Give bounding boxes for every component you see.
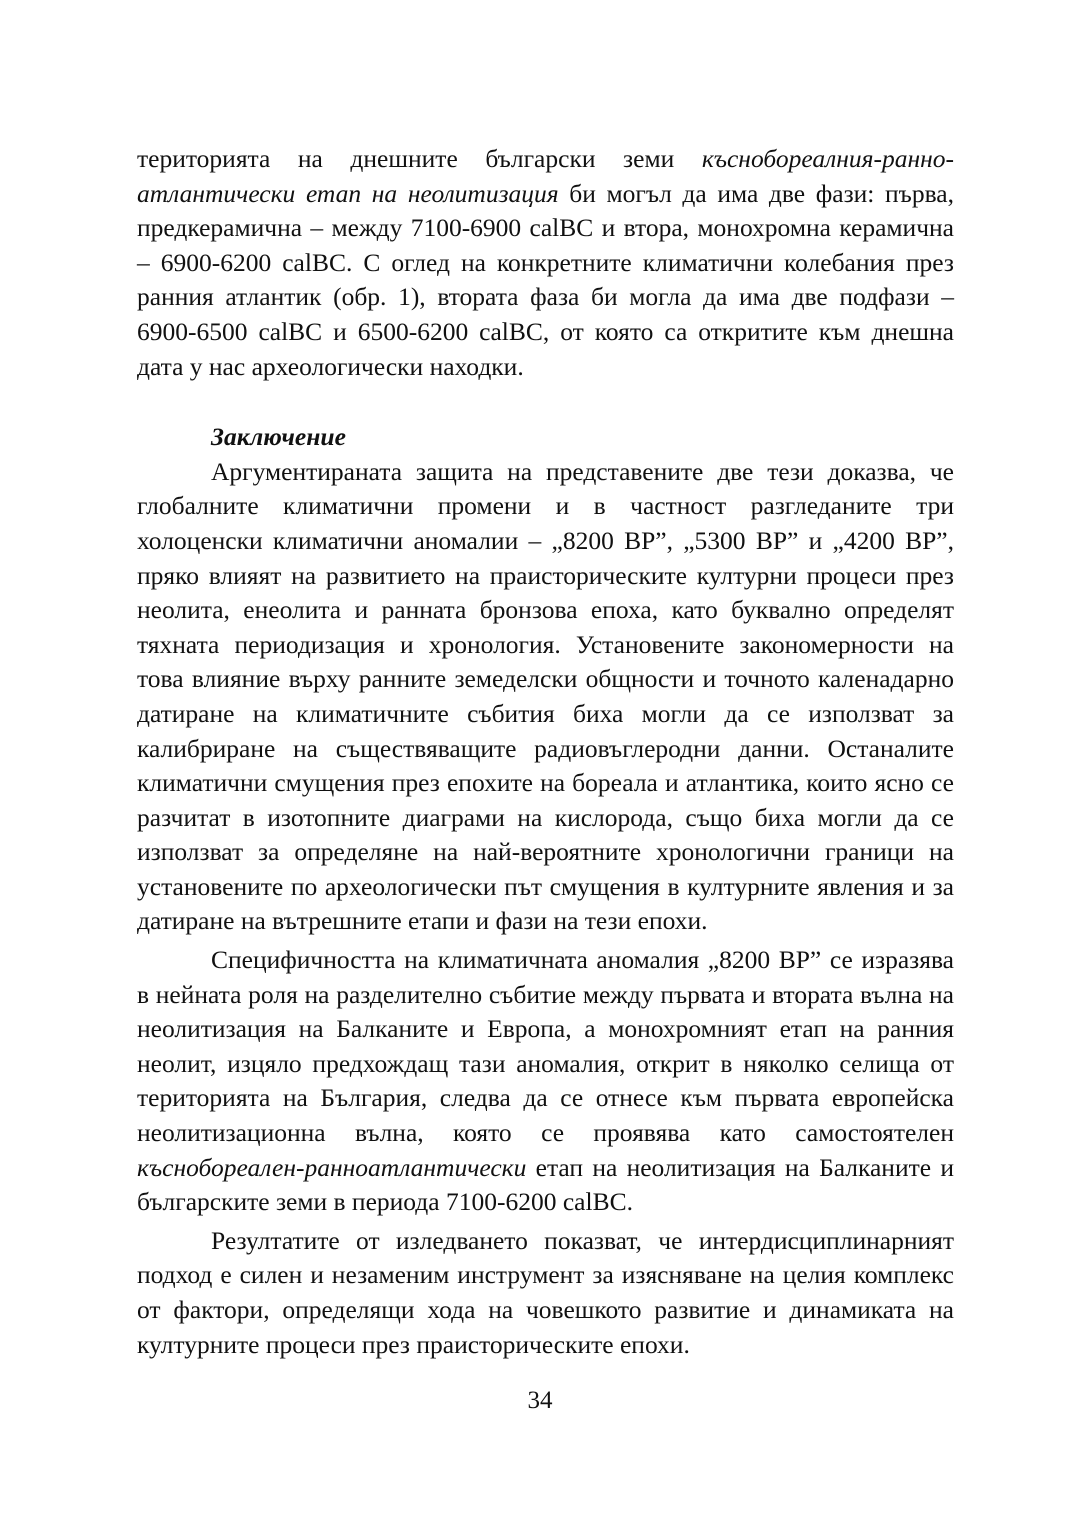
paragraph-conclusion-2 (137, 943, 954, 1220)
section-heading: Заключение (211, 422, 346, 452)
page-body (137, 142, 954, 1362)
page-number: 34 (527, 1387, 553, 1414)
italic-term: къснобореалния-ранно-атлантически етап на неолитизация (137, 144, 954, 208)
paragraph-text: би могъл да има две фази: първа, предкерамична – между 7100-6900 calBC и втора, монохромна керамична – 6900-6200 calBC. С оглед на конкретните климатични колебания през ранния атлантик (обр. 1), втората фаза би могла да има две подфази – 6900-6500 calBC и 6500-6200 calBC, от която са откритите към днешна дата у нас археологически находки. (137, 178, 955, 381)
paragraph-continuation (137, 142, 954, 384)
italic-term: къснобореален-ранноатлантически (137, 1152, 527, 1182)
paragraph-text: Специфичността на климатичната аномалия „8200 BP” се изразява в нейната роля на разделително събитие между първата и втората вълна на неолитизация на Балканите и Европа, а монохромният етап на ранния неолит, изцяло предхождащ тази аномалия, открит в няколко селища от територията на България, следва да се отнесе към първата европейска неолитизационна вълна, която се проявява като самостоятелен (137, 945, 954, 1148)
paragraph-conclusion-3: Резултатите от изледването показват, че интердисциплинарният подход е силен и незаменим инструмент за изясняване на целия комплекс от фактори, определящи хода на човешкото развитие и динамиката на културните процеси през праисторическите епохи. (137, 1225, 954, 1359)
paragraph-text: етап на неолитизация на Балканите и българските земи в периода 7100-6200 calBC. (137, 1152, 954, 1217)
paragraph-text: територията на днешните български земи (137, 144, 702, 173)
paragraph-conclusion-1: Аргументираната защита на представените две тези доказва, че глобалните климатични промени и в частност разгледаните три холоценски климатични аномалии – „8200 BP”, „5300 BP” и „4200 BP”, пряко влияят на развитието на праисторическите културни процеси през неолита, енеолита и ранната бронзова епоха, като буквално определят тяхната периодизация и хронология. Установените закономерности на това влияние върху ранните земеделски общности и точното каленадарно датиране на климатичните събития биха могли да се използват за калибриране на съществяващите радиовъглеродни данни. Останалите климатични смущения през епохите на бореала и атлантика, които ясно се разчитат в изотопните диаграми на кислорода, също биха могли да се използват за определяне на най-вероятните хронологични граници на установените по археологически път смущения в културните явления и за датиране на вътрешните етапи и фази на тези епохи. (137, 456, 954, 936)
